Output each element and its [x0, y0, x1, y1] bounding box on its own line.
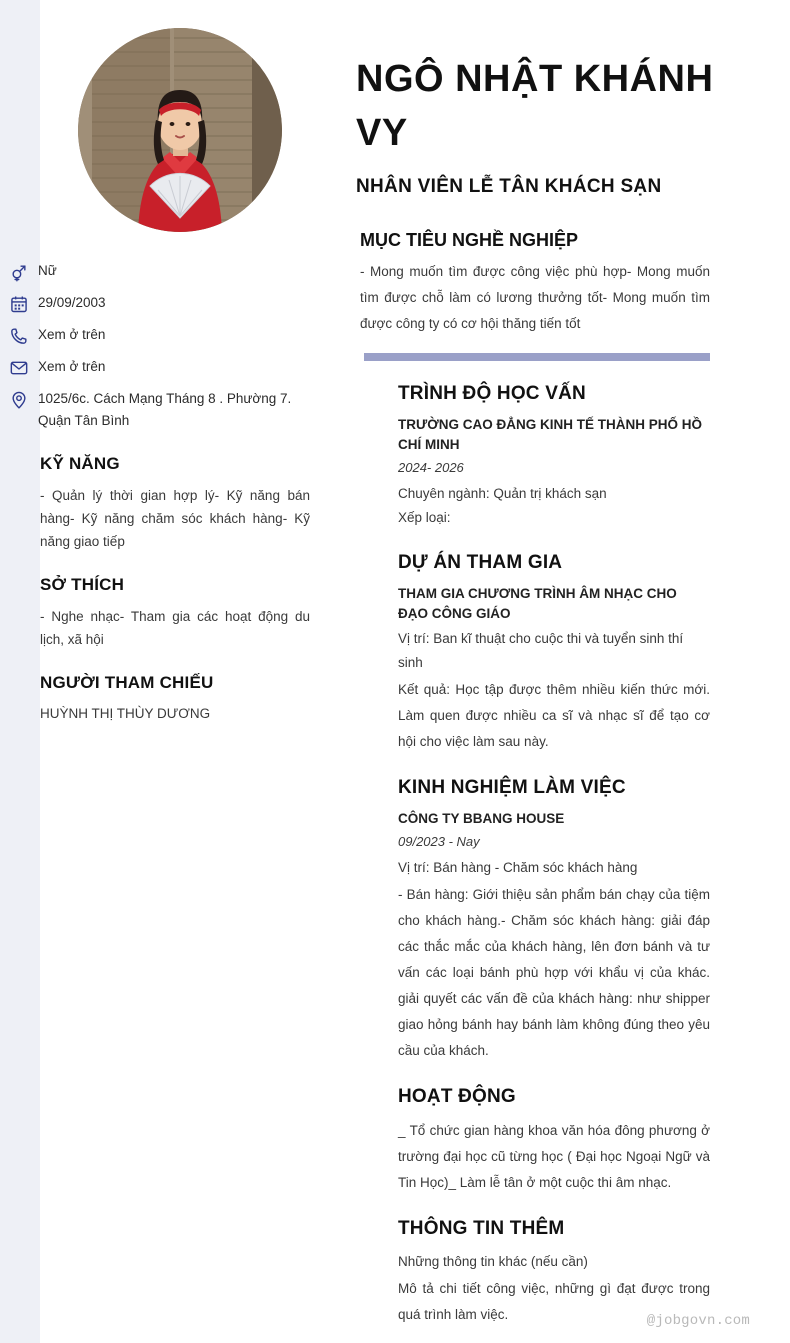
additional-line1: Những thông tin khác (nếu cần) — [398, 1254, 588, 1269]
avatar — [78, 28, 282, 232]
contact-value-email: Xem ở trên — [38, 359, 106, 374]
section-projects — [398, 552, 710, 755]
experience-company: CÔNG TY BBANG HOUSE — [398, 811, 565, 826]
page-title: NGÔ NHẬT KHÁNH VY — [356, 58, 714, 154]
reference-name: HUỲNH THỊ THÙY DƯƠNG — [40, 706, 211, 721]
location-icon — [0, 388, 38, 410]
email-icon — [0, 356, 38, 378]
projects-role: Vị trí: Ban kĩ thuật cho cuộc thi và tuyển sinh thí sinh — [398, 631, 684, 670]
job-title: NHÂN VIÊN LỄ TÂN KHÁCH SẠN — [356, 176, 662, 197]
additional-line2: Mô tả chi tiết công việc, những gì đạt được trong quá trình làm việc. — [398, 1281, 710, 1322]
experience-heading: KINH NGHIỆM LÀM VIỆC — [398, 777, 626, 798]
objective-heading: MỤC TIÊU NGHỀ NGHIỆP — [360, 230, 579, 250]
contact-value-birthdate: 29/09/2003 — [38, 295, 106, 310]
contact-value-address: 1025/6c. Cách Mạng Tháng 8 . Phường 7. Quận Tân Bình — [38, 391, 292, 428]
education-school: TRƯỜNG CAO ĐẲNG KINH TẾ THÀNH PHỐ HỒ CHÍ MINH — [398, 417, 702, 452]
cv-right-column — [340, 0, 790, 1343]
education-heading: TRÌNH ĐỘ HỌC VẤN — [398, 383, 586, 404]
section-experience — [398, 777, 710, 1064]
interests-body: - Nghe nhạc- Tham gia các hoạt động du lịch, xã hội — [40, 609, 310, 647]
activities-heading: HOẠT ĐỘNG — [398, 1086, 516, 1107]
education-major: Chuyên ngành: Quản trị khách sạn — [398, 486, 607, 501]
cv-left-column — [0, 0, 340, 1343]
objective-body: - Mong muốn tìm được công việc phù hợp- Mong muốn tìm được chỗ làm có lương thưởng tốt- Mong muốn tìm được công ty có cơ hội thăng tiến tốt — [360, 264, 710, 331]
section-activities — [398, 1086, 710, 1196]
education-grade: Xếp loại: — [398, 510, 451, 525]
watermark: @jobgovn.com — [646, 1313, 750, 1329]
skills-heading: KỸ NĂNG — [40, 454, 120, 473]
skills-body: - Quản lý thời gian hợp lý- Kỹ năng bán hàng- Kỹ năng chăm sóc khách hàng- Kỹ năng giao tiếp — [40, 488, 310, 549]
contact-value-phone: Xem ở trên — [38, 327, 106, 342]
gender-icon — [0, 260, 38, 282]
experience-date: 09/2023 - Nay — [398, 834, 480, 849]
section-additional — [398, 1218, 710, 1328]
education-date: 2024- 2026 — [398, 460, 464, 475]
experience-role: Vị trí: Bán hàng - Chăm sóc khách hàng — [398, 860, 638, 875]
contact-row-email — [40, 356, 310, 388]
contact-value-gender: Nữ — [38, 263, 57, 278]
projects-result: Kết quả: Học tập được thêm nhiều kiến thức mới. Làm quen được nhiều ca sĩ và nhạc sĩ để tạo cơ hội cho việc làm sau này. — [398, 682, 710, 749]
projects-title: THAM GIA CHƯƠNG TRÌNH ÂM NHẠC CHO ĐẠO CÔNG GIÁO — [398, 586, 677, 621]
contact-row-birthdate — [40, 292, 310, 324]
contact-list — [40, 260, 310, 432]
section-divider — [364, 353, 710, 361]
phone-icon — [0, 324, 38, 346]
section-education — [398, 383, 710, 530]
contact-row-phone — [40, 324, 310, 356]
reference-heading: NGƯỜI THAM CHIẾU — [40, 673, 214, 692]
contact-row-gender — [40, 260, 310, 292]
additional-heading: THÔNG TIN THÊM — [398, 1218, 565, 1239]
projects-heading: DỰ ÁN THAM GIA — [398, 552, 563, 573]
activities-body: _ Tổ chức gian hàng khoa văn hóa đông phương ở trường đại học cũ từng học ( Đại học Ngoại Ngữ và Tin Học)_ Làm lễ tân ở một cuộc thi âm nhạc. — [398, 1123, 710, 1190]
interests-heading: SỞ THÍCH — [40, 575, 125, 594]
contact-row-address — [40, 388, 310, 432]
experience-detail: - Bán hàng: Giới thiệu sản phẩm bán chạy của tiệm cho khách hàng.- Chăm sóc khách hàng: giải đáp các thắc mắc của khách hàng, lên đơn bánh và tư vấn các loại bánh phù hợp với khẩu vị của khác. giải quyết các vấn đề của khách hàng: như shipper giao hỏng bánh hay bánh làm không đúng theo yêu cầu của khách. — [398, 887, 710, 1058]
avatar-photo — [78, 28, 282, 232]
calendar-icon — [0, 292, 38, 314]
